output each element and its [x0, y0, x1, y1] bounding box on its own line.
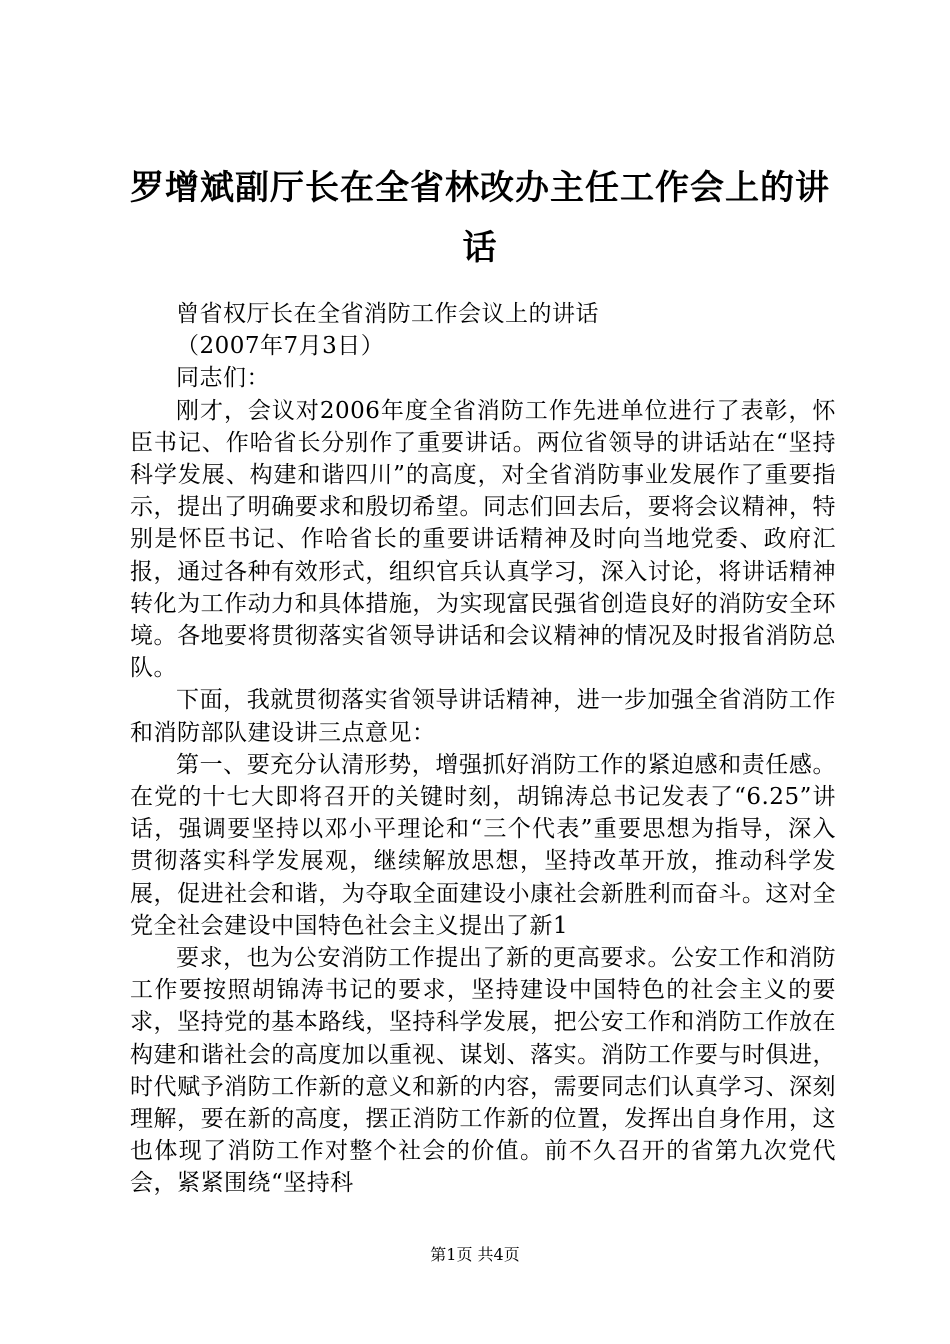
- page-number-footer: 第1页 共4页: [430, 1245, 520, 1264]
- document-body: [130, 298, 836, 1200]
- salutation: 同志们：: [176, 365, 270, 392]
- paragraph: 要求，也为公安消防工作提出了新的更高要求。公安工作和消防工作要按照胡锦涛书记的要求，坚持建设中国特色的社会主义的要求，坚持党的基本路线，坚持科学发展，把公安工作和消防工作放在构建和谐社会的高度加以重视、谋划、落实。消防工作要与时俱进，时代赋予消防工作新的意义和新的内容，需要同志们认真学习、深刻理解，要在新的高度，摆正消防工作新的位置，发挥出自身作用，这也体现了消防工作对整个社会的价值。前不久召开的省第九次党代会，紧紧围绕“坚持科: [130, 945, 836, 1197]
- speech-date: （2007年7月3日）: [176, 333, 385, 360]
- speech-subtitle: 曾省权厅长在全省消防工作会议上的讲话: [176, 301, 599, 327]
- paragraph: 第一、要充分认清形势，增强抓好消防工作的紧迫感和责任感。在党的十七大即将召开的关键时刻，胡锦涛总书记发表了“6.25”讲话，强调要坚持以邓小平理论和“三个代表”重要思想为指导，深入贯彻落实科学发展观，继续解放思想，坚持改革开放，推动科学发展，促进社会和谐，为夺取全面建设小康社会新胜利而奋斗。这对全党全社会建设中国特色社会主义提出了新1: [130, 751, 836, 939]
- document-title: 罗增斌副厅长在全省林改办主任工作会上的讲话: [130, 168, 830, 268]
- paragraph: 刚才，会议对2006年度全省消防工作先进单位进行了表彰，怀臣书记、作哈省长分别作了重要讲话。两位省领导的讲话站在“坚持科学发展、构建和谐四川”的高度，对全省消防事业发展作了重要指示，提出了明确要求和殷切希望。同志们回去后，要将会议精神，特别是怀臣书记、作哈省长的重要讲话精神及时向当地党委、政府汇报，通过各种有效形式，组织官兵认真学习，深入讨论，将讲话精神转化为工作动力和具体措施，为实现富民强省创造良好的消防安全环境。各地要将贯彻落实省领导讲话和会议精神的情况及时报省消防总队。: [130, 397, 836, 682]
- paragraph: 下面，我就贯彻落实省领导讲话精神，进一步加强全省消防工作和消防部队建设讲三点意见：: [130, 687, 836, 746]
